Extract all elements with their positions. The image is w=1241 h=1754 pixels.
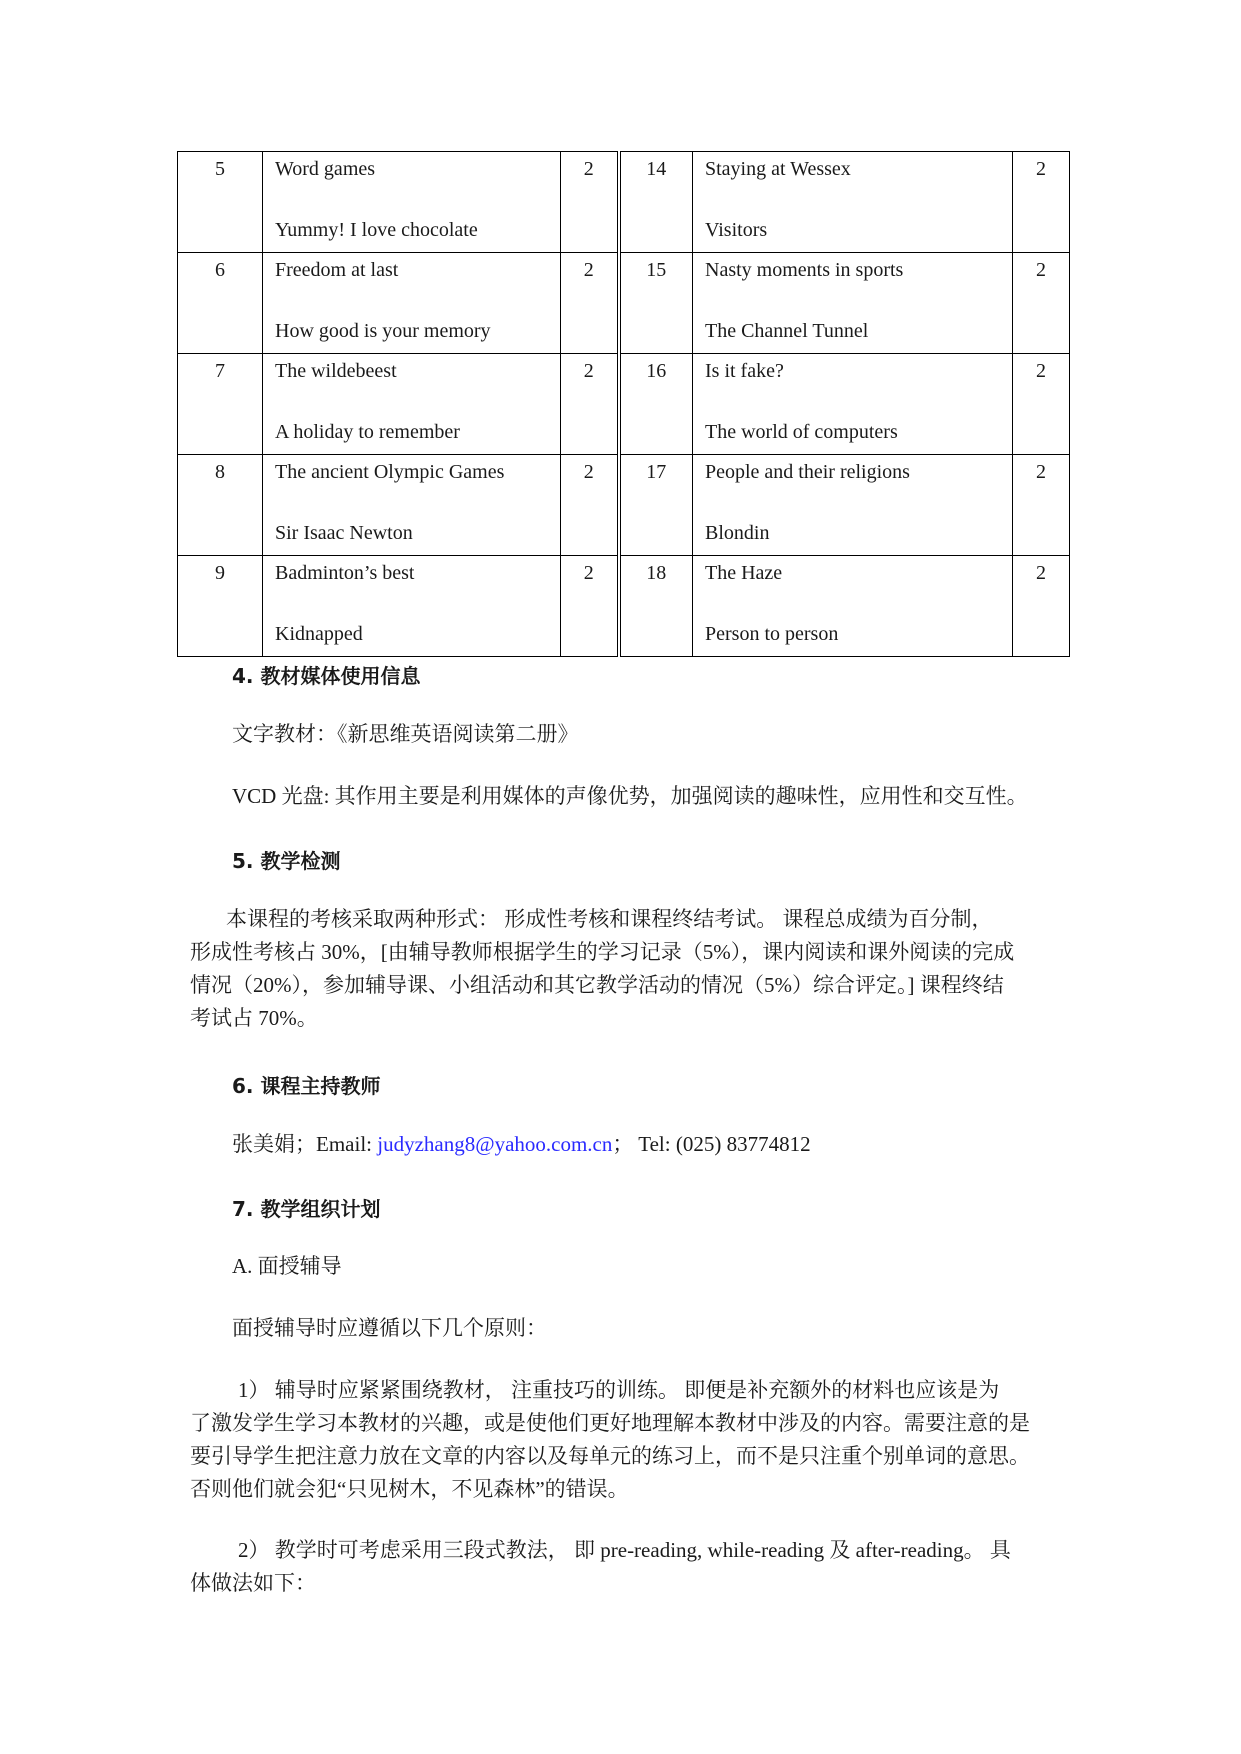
unit-title: Person to person xyxy=(705,623,839,645)
hours-right: 2 xyxy=(1013,152,1070,253)
subsection-a: A. 面授辅导 xyxy=(232,1254,342,1278)
unit-number-right: 16 xyxy=(619,354,693,455)
hours-left: 2 xyxy=(561,152,619,253)
assessment-line-1: 本课程的考核采取两种形式： 形成性考核和课程终结考试。 课程总成绩为百分制， xyxy=(226,907,993,931)
units-table xyxy=(177,151,1070,657)
hours-left: 2 xyxy=(561,455,619,556)
table-row xyxy=(178,556,1070,657)
unit-title: How good is your memory xyxy=(275,320,491,342)
unit-title: Yummy! I love chocolate xyxy=(275,219,478,241)
teacher-name: 张美娟；Email: xyxy=(232,1132,378,1156)
unit-title: Kidnapped xyxy=(275,623,363,645)
unit-number-right: 14 xyxy=(619,152,693,253)
unit-title: Is it fake? xyxy=(705,360,784,382)
unit-title: Badminton’s best xyxy=(275,562,415,584)
unit-number-left: 7 xyxy=(178,354,263,455)
hours-right: 2 xyxy=(1013,455,1070,556)
unit-title: The Haze xyxy=(705,562,783,584)
unit-titles-right xyxy=(693,556,1013,657)
section-6-heading: 6. 课程主持教师 xyxy=(232,1074,381,1098)
principle-1-line-4: 否则他们就会犯“只见树木，不见森林”的错误。 xyxy=(190,1477,629,1501)
section-5-heading: 5. 教学检测 xyxy=(232,849,341,873)
table-row xyxy=(178,253,1070,354)
principle-1-line-2: 了激发学生学习本教材的兴趣，或是使他们更好地理解本教材中涉及的内容。需要注意的是 xyxy=(190,1411,1030,1435)
unit-titles-left xyxy=(263,455,561,556)
principle-2-line-2: 体做法如下： xyxy=(190,1571,316,1595)
unit-number-left: 9 xyxy=(178,556,263,657)
unit-title: Word games xyxy=(275,158,376,180)
principles-intro: 面授辅导时应遵循以下几个原则： xyxy=(232,1316,547,1340)
text-material-line: 文字教材：《新思维英语阅读第二册》 xyxy=(232,722,579,746)
teacher-tel: ； Tel: (025) 83774812 xyxy=(612,1132,811,1156)
unit-number-left: 6 xyxy=(178,253,263,354)
unit-titles-left xyxy=(263,253,561,354)
unit-title: Staying at Wessex xyxy=(705,158,851,180)
unit-titles-right xyxy=(693,354,1013,455)
unit-title: Nasty moments in sports xyxy=(705,259,904,281)
hours-left: 2 xyxy=(561,354,619,455)
assessment-line-4: 考试占 70%。 xyxy=(190,1006,318,1030)
unit-number-right: 18 xyxy=(619,556,693,657)
unit-titles-right xyxy=(693,152,1013,253)
section-7-heading: 7. 教学组织计划 xyxy=(232,1197,381,1221)
unit-number-right: 17 xyxy=(619,455,693,556)
vcd-line: VCD 光盘: 其作用主要是利用媒体的声像优势，加强阅读的趣味性，应用性和交互性。 xyxy=(232,784,1028,808)
unit-number-right: 15 xyxy=(619,253,693,354)
unit-title: Freedom at last xyxy=(275,259,399,281)
unit-titles-left xyxy=(263,556,561,657)
hours-left: 2 xyxy=(561,253,619,354)
unit-title: Sir Isaac Newton xyxy=(275,522,413,544)
unit-title: A holiday to remember xyxy=(275,421,460,443)
assessment-line-3: 情况（20%），参加辅导课、小组活动和其它教学活动的情况（5%）综合评定。] 课程终结 xyxy=(190,973,1004,997)
principle-2-line-1: 2） 教学时可考虑采用三段式教法， 即 pre-reading, while-reading 及 after-reading。 具 xyxy=(238,1538,1011,1562)
unit-title: The Channel Tunnel xyxy=(705,320,869,342)
unit-title: The ancient Olympic Games xyxy=(275,461,505,483)
principle-1-line-1: 1） 辅导时应紧紧围绕教材， 注重技巧的训练。 即便是补充额外的材料也应该是为 xyxy=(238,1378,1000,1402)
hours-right: 2 xyxy=(1013,354,1070,455)
teacher-contact-line xyxy=(232,1128,811,1161)
unit-title: Blondin xyxy=(705,522,770,544)
unit-title: The world of computers xyxy=(705,421,898,443)
table-row xyxy=(178,354,1070,455)
hours-right: 2 xyxy=(1013,253,1070,354)
unit-titles-right xyxy=(693,455,1013,556)
table-row xyxy=(178,152,1070,253)
table-row xyxy=(178,455,1070,556)
unit-title: The wildebeest xyxy=(275,360,397,382)
principle-1-line-3: 要引导学生把注意力放在文章的内容以及每单元的练习上，而不是只注重个别单词的意思。 xyxy=(190,1444,1030,1468)
unit-titles-left xyxy=(263,152,561,253)
unit-title: People and their religions xyxy=(705,461,910,483)
email-link[interactable]: judyzhang8@yahoo.com.cn xyxy=(377,1132,613,1156)
section-4-heading: 4. 教材媒体使用信息 xyxy=(232,664,421,688)
hours-left: 2 xyxy=(561,556,619,657)
unit-title: Visitors xyxy=(705,219,768,241)
unit-number-left: 5 xyxy=(178,152,263,253)
assessment-line-2: 形成性考核占 30%，[由辅导教师根据学生的学习记录（5%），课内阅读和课外阅读的完成 xyxy=(190,940,1015,964)
hours-right: 2 xyxy=(1013,556,1070,657)
unit-titles-left xyxy=(263,354,561,455)
unit-titles-right xyxy=(693,253,1013,354)
unit-number-left: 8 xyxy=(178,455,263,556)
